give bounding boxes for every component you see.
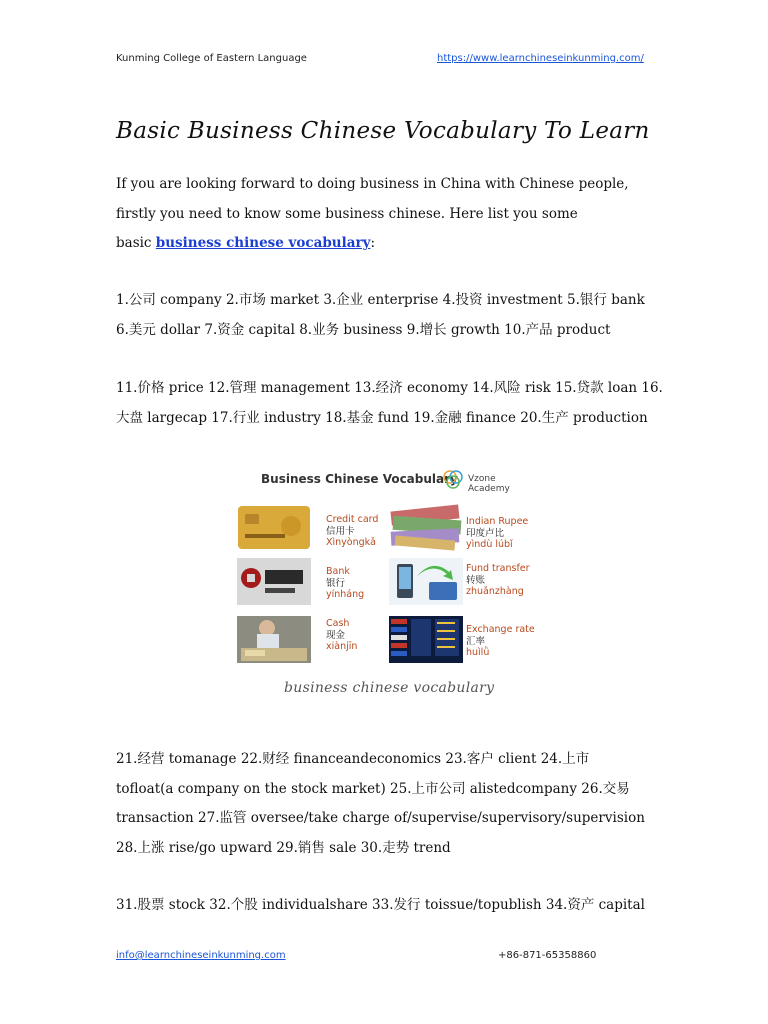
footer-phone: +86-871-65358860 — [498, 950, 597, 961]
tile-label-bank — [326, 566, 364, 601]
bank-of-china-image — [237, 558, 311, 605]
vocabulary-figure — [231, 460, 537, 668]
tile-zh: 转账 — [466, 574, 486, 586]
tile-en: Credit card — [326, 514, 379, 525]
vocab-line: 28.上涨 rise/go upward 29.销售 sale 30.走势 trend — [116, 839, 451, 856]
figure-caption: business chinese vocabulary — [284, 680, 495, 696]
intro-paragraph — [116, 170, 676, 259]
business-vocabulary-link[interactable]: business chinese vocabulary — [155, 235, 371, 251]
tile-zh: 银行 — [326, 577, 346, 589]
tile-zh: 汇率 — [466, 635, 486, 647]
figure-title: Business Chinese Vocabulary — [261, 472, 458, 486]
tile-pinyin: yìndù lúbǐ — [466, 539, 513, 550]
tile-label-rupee — [466, 516, 528, 551]
tile-pinyin: xiànjīn — [326, 641, 358, 652]
footer-email-link[interactable]: info@learnchineseinkunming.com — [116, 950, 286, 961]
tile-zh: 印度卢比 — [466, 527, 505, 539]
tile-label-fund-transfer — [466, 563, 530, 598]
header-url-link[interactable]: https://www.learnchineseinkunming.com/ — [437, 53, 644, 64]
vocab-line: 31.股票 stock 32.个股 individualshare 33.发行 toissue/topublish 34.资产 capital — [116, 897, 645, 913]
vocab-line: tofloat(a company on the stock market) 25.上市公司 alistedcompany 26.交易 — [116, 780, 630, 797]
vzone-logo-icon — [442, 468, 464, 490]
figure-header — [231, 460, 537, 498]
tile-pinyin: yínháng — [326, 589, 365, 600]
intro-line-3-prefix: basic — [116, 235, 156, 251]
vocab-line: transaction 27.监管 oversee/take charge of/supervise/supervisory/supervision — [116, 810, 645, 826]
tile-en: Cash — [326, 618, 350, 629]
tile-en: Bank — [326, 566, 350, 577]
vocab-line: 1.公司 company 2.市场 market 3.企业 enterprise 4.投资 investment 5.银行 bank — [116, 292, 645, 308]
intro-line-2: firstly you need to know some business chinese. Here list you some — [116, 205, 578, 222]
rupee-notes-image — [389, 504, 463, 551]
vocab-line: 6.美元 dollar 7.资金 capital 8.业务 business 9.增长 growth 10.产品 product — [116, 321, 611, 338]
tile-pinyin: zhuǎnzhàng — [466, 586, 524, 597]
exchange-rate-board-image — [389, 616, 463, 663]
tile-zh: 信用卡 — [326, 525, 355, 537]
vocab-line: 21.经营 tomanage 22.财经 financeandeconomics 23.客户 client 24.上市 — [116, 751, 590, 767]
tile-label-cash — [326, 618, 357, 653]
vocab-line: 11.价格 price 12.管理 management 13.经济 economy 14.风险 risk 15.贷款 loan 16. — [116, 380, 663, 396]
tile-zh: 现金 — [326, 629, 346, 641]
header-organization: Kunming College of Eastern Language — [116, 53, 307, 64]
tile-pinyin: huìlǜ — [466, 647, 490, 658]
tile-en: Exchange rate — [466, 624, 535, 635]
tile-pinyin: Xìnyòngkǎ — [326, 537, 376, 548]
tile-label-credit-card — [326, 514, 378, 549]
vocab-block-4 — [116, 891, 676, 921]
intro-line-3 — [116, 229, 676, 259]
intro-line-1: If you are looking forward to doing business in China with Chinese people, — [116, 176, 629, 192]
vocab-block-2 — [116, 374, 676, 433]
fund-transfer-image — [389, 558, 463, 605]
intro-line-3-suffix: : — [370, 235, 376, 251]
vocab-line: 大盘 largecap 17.行业 industry 18.基金 fund 19.金融 finance 20.生产 production — [116, 409, 648, 426]
tile-label-exchange-rate — [466, 624, 535, 659]
page-title: Basic Business Chinese Vocabulary To Learn — [116, 118, 650, 144]
vocab-block-1 — [116, 286, 676, 345]
vocab-block-3 — [116, 745, 676, 863]
tile-en: Indian Rupee — [466, 516, 529, 527]
figure-brand: Vzone Academy — [468, 474, 510, 494]
credit-card-image — [237, 504, 311, 551]
tile-en: Fund transfer — [466, 563, 530, 574]
cash-image — [237, 616, 311, 663]
